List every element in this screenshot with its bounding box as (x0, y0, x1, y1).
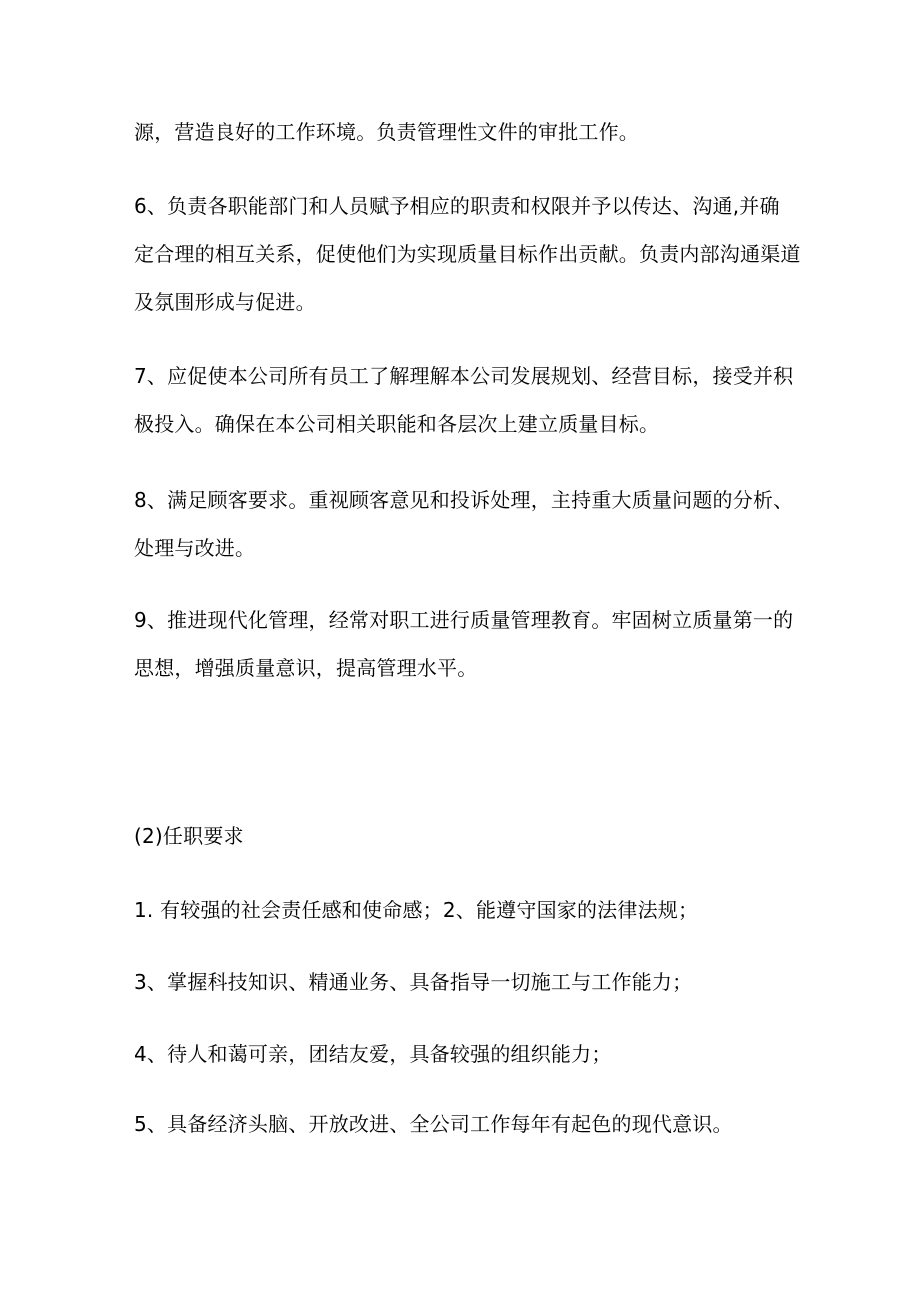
paragraph-line: 及氛围形成与促进。 (134, 290, 316, 314)
requirement-line: 4、待人和蔼可亲，团结友爱，具备较强的组织能力； (134, 1042, 612, 1066)
paragraph-line: 6、负责各职能部门和人员赋予相应的职责和权限并予以传达、沟通,并确 (134, 194, 780, 218)
paragraph-line: 处理与改进。 (134, 536, 256, 560)
paragraph-line: 源，营造良好的工作环境。负责管理性文件的审批工作。 (134, 120, 639, 144)
paragraph-line: 9、推进现代化管理，经常对职工进行质量管理教育。牢固树立质量第一的 (134, 608, 794, 632)
requirement-line: 5、具备经济头脑、开放改进、全公司工作每年有起色的现代意识。 (134, 1112, 733, 1136)
requirement-line: 3、掌握科技知识、精通业务、具备指导一切施工与工作能力； (134, 970, 693, 994)
requirement-line: 1. 有较强的社会责任感和使命感；2、能遵守国家的法律法规； (134, 898, 699, 922)
paragraph-line: 思想，增强质量意识，提高管理水平。 (134, 656, 478, 680)
paragraph-line: 定合理的相互关系，促使他们为实现质量目标作出贡献。负责内部沟通渠道 (134, 242, 801, 266)
section-heading: (2)任职要求 (134, 824, 244, 848)
paragraph-line: 8、满足顾客要求。重视顾客意见和投诉处理，主持重大质量问题的分析、 (134, 488, 794, 512)
paragraph-line: 7、应促使本公司所有员工了解理解本公司发展规划、经营目标，接受并积 (134, 364, 794, 388)
paragraph-line: 极投入。确保在本公司相关职能和各层次上建立质量目标。 (134, 412, 660, 436)
